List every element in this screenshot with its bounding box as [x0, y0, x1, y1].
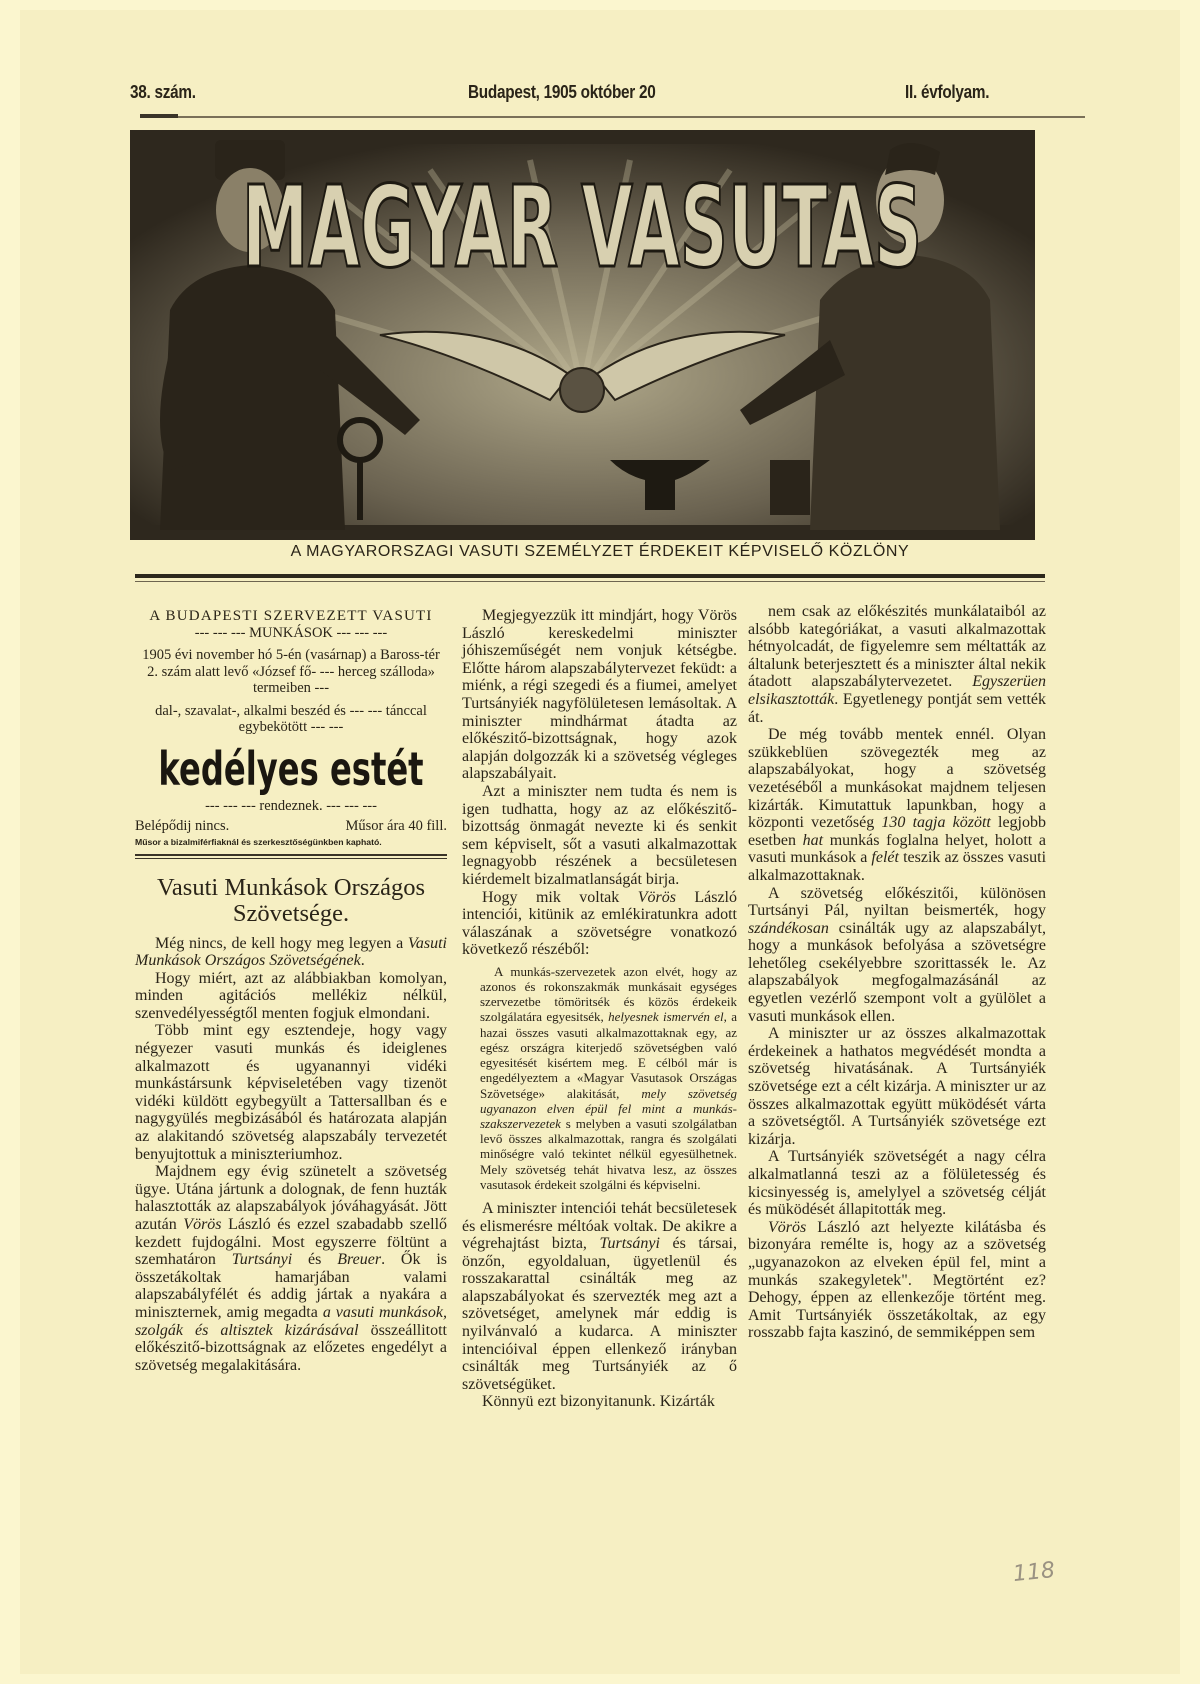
paragraph — [748, 603, 1046, 726]
italic-text: Vasuti Munkások Országos Szövetségének — [135, 934, 447, 970]
italic-text: Turtsányi — [599, 1235, 660, 1253]
italic-text: Vörös — [183, 1216, 222, 1233]
text: . — [360, 952, 365, 970]
paragraph — [462, 607, 737, 783]
article-column-1 — [135, 608, 447, 1374]
text: A szövetség előkészitői, különösen Turtsányi Pál, nyiltan beismerték, hogy — [748, 884, 1046, 920]
header-rule-accent — [140, 114, 178, 118]
article-column-2 — [462, 607, 737, 1411]
header-rule — [140, 116, 1085, 118]
text: és társai, önzőn, egyoldaluan, ügyetlenül és rosszakarattal csinálták meg az alapszabályokat és szervezték meg azt a szövetséget, amelynek már eddig is nyilvánvaló a kudarca. A miniszter intencióival éppen ellenkező irányban csinálták meg Turtsányiék az ő szövetségüket. — [462, 1235, 737, 1393]
masthead-subtitle: A MAGYARORSZAGI VASUTI SZEMÉLYZET ÉRDEKEIT KÉPVISELŐ KÖZLÖNY — [290, 543, 910, 560]
paragraph — [748, 1025, 1046, 1148]
text: . Ők is összetákoltak hamarjában valami alapszabályfélét és addig jártak a nyakára a miniszternek, amig megadta — [135, 1251, 448, 1321]
ad-note: Műsor a bizalmiférfiaknál és szerkesztőségünkben kapható. — [135, 836, 382, 847]
text: . Egyetlenegy pontját sem vették át. — [748, 690, 1046, 726]
masthead-title: MAGYAR VASUTAS — [242, 163, 922, 293]
handwritten-page-mark: 118 — [1011, 1557, 1057, 1588]
italic-text: szándékosan — [748, 919, 829, 937]
text: , a hazai összes vasuti alkalmazottaknak egy, az egész országra kiterjedő szövetségben való egyesitését kisértem meg. E célból már is engedélyeztem a «Magyar Vasutasok Országas Szövetsége» alakitását, — [480, 1009, 737, 1101]
italic-text: felét — [871, 849, 899, 867]
valve — [770, 460, 810, 515]
text: Azt a miniszter nem tudta és nem is igen tudhatta, hogy az az előkészitő-bizottság önmagát nevezte ki és senkit sem képviselt, sőt a vasuti alkalmazottak legnagyobb részének a becsületesen kiérdemelt bizalmatlanságát birja. — [462, 782, 737, 888]
ad-closing: --- --- --- rendeznek. --- --- --- — [205, 797, 377, 814]
ad-organizer-2: --- --- --- MUNKÁSOK --- --- --- — [194, 624, 388, 641]
masthead-rule-thin — [135, 581, 1045, 582]
issue-number: 38. szám. — [130, 82, 196, 102]
text: Könnyü ezt bizonyitanunk. Kizárták — [482, 1393, 715, 1411]
text: A Turtsányiék szövetségét a nagy célra alkalmatlanná teszi az a fölületesség és kicsinyesség is, amelylyel a szövetség célját és müködését állapitották meg. — [748, 1148, 1046, 1219]
text: László és ezzel szabadabb szellő kezdett fujdogálni. Most egyszerre föltünt a szemhatáron — [135, 1216, 448, 1269]
ad-program: dal-, szavalat-, alkalmi beszéd és --- --- tánccal egybekötött --- --- — [155, 702, 427, 735]
ad-date-venue: 1905 évi november hó 5-én (vasárnap) a Baross-tér 2. szám alatt levő «József fő- --- herceg szálloda» termeiben --- — [142, 647, 440, 696]
text: De még tovább mentek ennél. Olyan szükkeblüen szövegezték meg az alapszabályokat, hogy a szövetség vezetéséből a munkásokat majdnem teljesen kizárták. Kimutattuk lapunkban, hogy a központi vezetőség — [748, 726, 1046, 832]
text: Még nincs, de kell hogy meg legyen a — [155, 934, 408, 952]
text: teszik az összes vasuti alkalmazottaknak. — [748, 849, 1047, 884]
paragraph — [462, 1200, 737, 1394]
paragraph — [462, 889, 737, 959]
text: László intenciói, kitünik az emlékiratunkra adott válaszának a szövetségre vonatkozó következő részéből: — [462, 888, 738, 959]
paragraph — [135, 1022, 447, 1163]
paragraph — [748, 885, 1046, 1026]
text: A munkás-szervezetek azon elvét, hogy az azonos és rokonszakmák munkásait egységes szervezetbe tömöritsék és közös érdekeik szolgálatára egyesitsék, — [480, 963, 737, 1025]
masthead-illustration — [130, 130, 1035, 540]
text: s melyben a vasuti szolgálatban levő összes alkalmazottak, rangra és szolgálati minőségre való tekintet nélkül egyesülhetnek. Mely szövetség tehát hivatva lesz, az összes vasutasok érdekeit szolgálni és képviselni. — [480, 1115, 737, 1192]
paragraph — [135, 970, 447, 1023]
text: A miniszter ur az összes alkalmazottak érdekeinek a hathatos megvédését mondta a szövetség hivatásának. A Turtsányiék szövetsége ezt a célt kizárja. A miniszter ur az összes alkalmazottak együtt müködését várta a szövetségtől. A Turtsányiék szövetsége ezt kizárja. — [748, 1025, 1046, 1148]
article-title: Vasuti Munkások Országos Szövetsége. — [156, 873, 426, 927]
text: Hogy mik voltak — [482, 888, 638, 906]
text: Majdnem egy évig szünetelt a szövetség ügye. Utána jártunk a dolognak, de fenn huzták halasztották az alapszabályok jóváhagyását. Jött azután — [135, 1163, 447, 1233]
paragraph — [480, 964, 737, 1192]
text: munkás foglalna helyet, holott a vasuti munkások a — [748, 831, 1046, 867]
italic-text: 130 tagja között — [881, 814, 991, 832]
text: A miniszter intenciói tehát becsületesek és elismerésre méltóak voltak. De akikre a végrehajtást bizta, — [462, 1199, 737, 1253]
dateline: Budapest, 1905 október 20 — [468, 82, 656, 102]
text: összeállitott előkészitő-bizottságnak az előzetes engedélyt a szövetség megalakitására. — [135, 1321, 447, 1374]
text: Megjegyezzük itt mindjárt, hogy Vörös László kereskedelmi miniszter jóhiszeműségét nem vonjuk kétségbe. Előtte három alapszabálytervezet feküdt: a miénk, a régi szegedi és a fiumei, amelyet Turtsányiék nagyfölületesen lemásoltak. A miniszter mindhármat átadta az előkészitő-bizottságnak, hogy azok alapján dolgozzák ki a szövetség végleges alapszabályait. — [462, 607, 737, 783]
text: és — [292, 1251, 338, 1269]
italic-text: Vörös — [637, 888, 676, 906]
italic-text: Breuer — [337, 1251, 382, 1269]
text: Több mint egy esztendeje, hogy vagy négyezer vasuti munkás és ideiglenes alkalmazott és ugyanannyi vidéki munkástársunk képviseletében vagy tizenöt vidéki küldött egybegyült a Tattersallban és e nagygyülés megbizásából és határozata alapján az alakitandó szövetség alapszabály tervezetét benyujtottuk a miniszteriumhoz. — [135, 1022, 447, 1163]
paragraph — [462, 783, 737, 889]
italic-text: helyesnek ismervén el — [608, 1009, 724, 1025]
italic-text: Vörös — [768, 1218, 807, 1236]
ad-headline: kedélyes estét — [158, 741, 424, 796]
ad-entry: Belépődij nincs. — [135, 818, 230, 834]
masthead-rule — [135, 574, 1045, 578]
paragraph — [748, 1219, 1046, 1342]
event-advertisement — [135, 608, 447, 848]
ad-rule-thin — [135, 858, 447, 859]
italic-text: a vasuti munkások, szolgák és altisztek kizárásával — [135, 1303, 448, 1339]
ad-price: Műsor ára 40 fill. — [345, 818, 447, 834]
minister-quote — [462, 964, 737, 1192]
paragraph — [135, 935, 447, 970]
italic-text: mely szövetség ugyanazon elven épül fel mint a munkás-szakszervezetek — [480, 1085, 737, 1131]
ad-organizer: A BUDAPESTI SZERVEZETT VASUTI — [149, 608, 433, 624]
paragraph — [135, 1163, 447, 1374]
paragraph — [462, 1393, 737, 1411]
italic-text: Turtsányi — [231, 1251, 293, 1269]
article-column-3 — [748, 603, 1046, 1342]
volume: II. évfolyam. — [905, 82, 990, 102]
text: Hogy miért, azt az alábbiakban komolyan, minden agitációs mellékiz nélkül, szenvedélyességtől menten fogjuk elmondani. — [135, 969, 447, 1022]
ad-rule — [135, 854, 447, 856]
italic-text: hat — [802, 831, 824, 849]
text: László azt helyezte kilátásba és bizonyára remélte is, hogy az a szövetség „ugyanazokon az elveken épül fel, mint a munkás szakegyletek". Megtörtént ez? Dehogy, éppen az ellenkezője történt meg. Amit Turtsányiék összetákoltak, az egy rosszabb fajta kaszinó, de semmiképpen sem — [748, 1218, 1046, 1342]
text: csinálták ugy az alapszabályt, hogy a munkások befolyása a szövetségre lehetőleg csekélyebbre szorittassék le. Az alapszabályok megfogalmazásánál az egyetlen vezérlő szempont volt a gyülölet a vasuti munkások ellen. — [748, 919, 1046, 1025]
italic-text: Egyszerüen elsikasztották — [748, 673, 1046, 708]
text: nem csak az előkészités munkálataiból az alsóbb kategóriákat, a vasuti alkalmazottak hétnyolcadát, de figyelemre sem méltatták az általunk beterjesztett és a miniszter által nekik átadott alapszabálytervezetet. — [748, 603, 1046, 691]
text: legjobb esetben — [748, 814, 1046, 849]
paragraph — [748, 1148, 1046, 1218]
paragraph — [748, 726, 1046, 884]
